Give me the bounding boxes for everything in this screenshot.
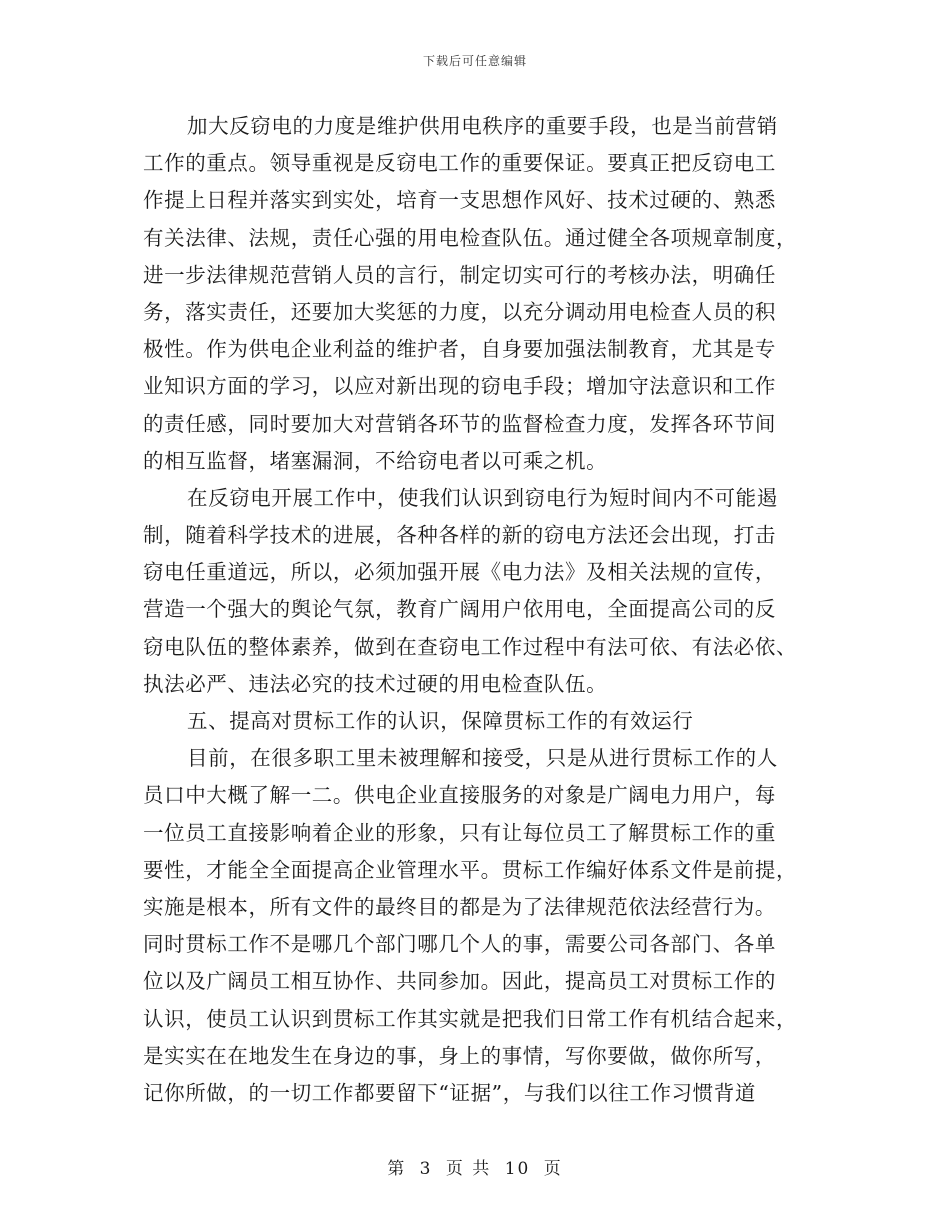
text-line: 实施是根本，所有文件的最终目的都是为了法律规范依法经营行为。 <box>143 894 776 919</box>
text-line: 同时贯标工作不是哪几个部门哪几个人的事，需要公司各部门、各单 <box>143 932 776 957</box>
paragraph-anti-theft-efforts <box>143 108 803 480</box>
text-line: 执法必严、违法必究的技术过硬的用电检查队伍。 <box>143 671 608 696</box>
text-line: 制，随着科学技术的进展，各种各样的新的窃电方法还会出现，打击 <box>143 523 776 548</box>
document-body <box>143 108 803 1112</box>
paragraph-anti-theft-work <box>143 480 803 703</box>
text-line: 认识，使员工认识到贯标工作其实就是把我们日常工作有机结合起来， <box>143 1006 798 1031</box>
footer-prefix: 第 <box>387 1159 407 1179</box>
text-line: 作提上日程并落实到实处，培育一支思想作风好、技术过硬的、熟悉 <box>143 188 776 213</box>
text-line: 加大反窃电的力度是维护供用电秩序的重要手段，也是当前营销 <box>187 114 778 138</box>
text-line: 位以及广阔员工相互协作、共同参加。因此，提高员工对贯标工作的 <box>143 969 776 994</box>
text-line: 的相互监督，堵塞漏洞，不给窃电者以可乘之机。 <box>143 448 608 473</box>
text-line: 是实实在在地发生在身边的事，身上的事情，写你要做，做你所写， <box>143 1043 776 1068</box>
text-line: 有关法律、法规，责任心强的用电检查队伍。通过健全各项规章制度， <box>143 225 798 250</box>
page-number: 3 <box>419 1159 433 1179</box>
text-line: 窃电任重道远，所以，必须加强开展《电力法》及相关法规的宣传， <box>143 560 776 585</box>
footer-middle: 页 共 <box>445 1159 492 1179</box>
footer-suffix: 页 <box>543 1159 563 1179</box>
text-line: 业知识方面的学习，以应对新出现的窃电手段；增加守法意识和工作 <box>143 374 776 399</box>
section-heading <box>143 703 803 740</box>
page-header: 下载后可任意编辑 <box>422 54 527 68</box>
text-line: 在反窃电开展工作中，使我们认识到窃电行为短时间内不可能遏 <box>187 485 778 510</box>
text-line: 员口中大概了解一二。供电企业直接服务的对象是广阔电力用户，每 <box>143 783 776 808</box>
text-line: 的责任感，同时要加大对营销各环节的监督检查力度，发挥各环节间 <box>143 411 776 436</box>
text-line: 一位员工直接影响着企业的形象，只有让每位员工了解贯标工作的重 <box>143 820 776 845</box>
text-line: 工作的重点。领导重视是反窃电工作的重要保证。要真正把反窃电工 <box>143 151 776 176</box>
text-line: 营造一个强大的舆论气氛，教育广阔用户依用电，全面提高公司的反 <box>143 597 776 622</box>
paragraph-standards-work <box>143 740 803 1112</box>
text-line: 极性。作为供电企业利益的维护者，自身要加强法制教育，尤其是专 <box>143 337 776 362</box>
text-line: 要性，才能全全面提高企业管理水平。贯标工作编好体系文件是前提， <box>143 857 798 882</box>
page-footer <box>0 1154 950 1179</box>
total-pages: 10 <box>504 1159 531 1179</box>
text-line: 窃电队伍的整体素养，做到在查窃电工作过程中有法可依、有法必依、 <box>143 634 798 659</box>
section-title: 五、提高对贯标工作的认识，保障贯标工作的有效运行 <box>187 709 694 733</box>
text-line: 记你所做，的一切工作都要留下“证据”，与我们以往工作习惯背道 <box>143 1080 756 1105</box>
text-line: 进一步法律规范营销人员的言行，制定切实可行的考核办法，明确任 <box>143 262 776 287</box>
text-line: 目前，在很多职工里未被理解和接受，只是从进行贯标工作的人 <box>187 746 778 771</box>
text-line: 务，落实责任，还要加大奖惩的力度，以充分调动用电检查人员的积 <box>143 299 776 324</box>
